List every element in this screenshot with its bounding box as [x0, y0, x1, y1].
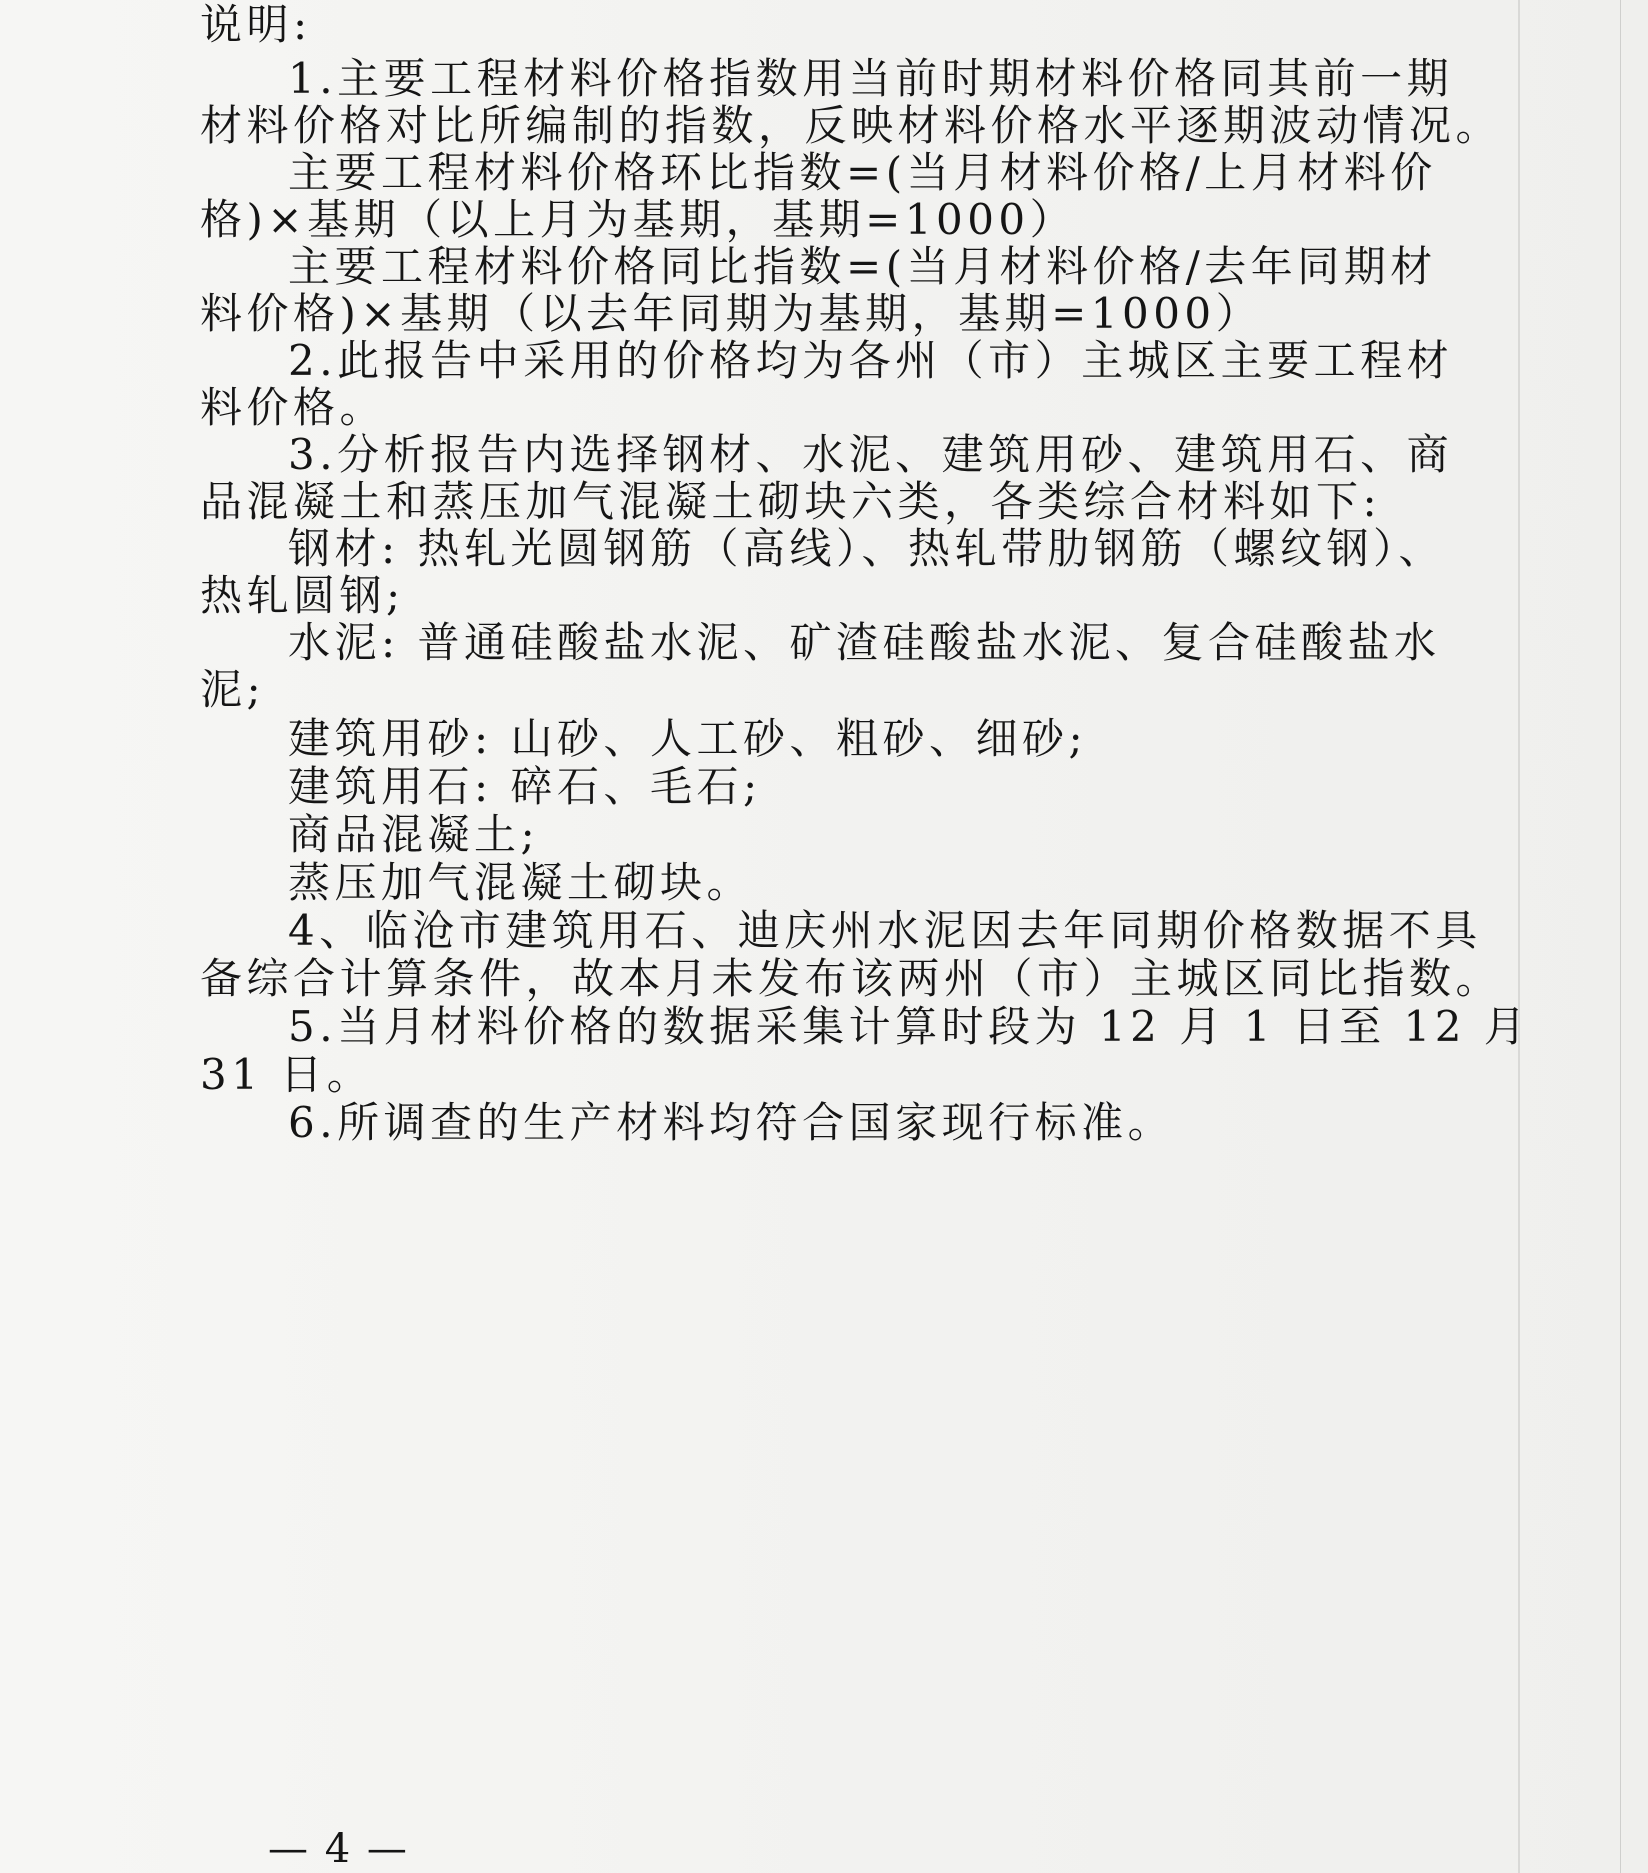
text-line: 泥; [200, 665, 266, 714]
page-edge-shadow [1620, 0, 1621, 1873]
text-line: 品混凝土和蒸压加气混凝土砌块六类，各类综合材料如下: [200, 477, 1382, 526]
text-line: 蒸压加气混凝土砌块。 [288, 858, 754, 907]
text-line: 主要工程材料价格同比指数=(当月材料价格/去年同期材 [288, 242, 1437, 291]
text-line: 31 日。 [200, 1050, 374, 1099]
text-line: 1.主要工程材料价格指数用当前时期材料价格同其前一期 [288, 54, 1454, 103]
text-line: 4、临沧市建筑用石、迪庆州水泥因去年同期价格数据不具 [288, 906, 1482, 955]
text-line: 建筑用石: 碎石、毛石; [288, 762, 762, 811]
text-line: 3.分析报告内选择钢材、水泥、建筑用砂、建筑用石、商 [288, 430, 1454, 479]
text-line: 建筑用砂: 山砂、人工砂、粗砂、细砂; [288, 714, 1088, 763]
text-line: 商品混凝土; [288, 810, 540, 859]
text-line: 2.此报告中采用的价格均为各州（市）主城区主要工程材 [288, 336, 1454, 385]
text-line: 备综合计算条件，故本月未发布该两州（市）主城区同比指数。 [200, 954, 1503, 1003]
page-edge-shadow [1518, 0, 1520, 1873]
text-line: 材料价格对比所编制的指数，反映材料价格水平逐期波动情况。 [200, 101, 1503, 150]
text-line: 热轧圆钢; [200, 571, 405, 620]
text-line: 料价格)×基期（以去年同期为基期，基期=1000） [200, 289, 1263, 338]
text-line: 主要工程材料价格环比指数=(当月材料价格/上月材料价 [288, 148, 1437, 197]
text-line: 水泥: 普通硅酸盐水泥、矿渣硅酸盐水泥、复合硅酸盐水 [288, 618, 1441, 667]
page-number: — 4 — [268, 1826, 409, 1872]
text-line: 5.当月材料价格的数据采集计算时段为 12 月 1 日至 12 月 [288, 1002, 1531, 1051]
section-heading: 说明: [200, 0, 312, 49]
text-line: 6.所调查的生产材料均符合国家现行标准。 [288, 1098, 1175, 1147]
text-line: 料价格。 [200, 383, 387, 432]
text-line: 钢材: 热轧光圆钢筋（高线）、热轧带肋钢筋（螺纹钢）、 [288, 524, 1446, 573]
text-line: 格)×基期（以上月为基期，基期=1000） [200, 195, 1077, 244]
